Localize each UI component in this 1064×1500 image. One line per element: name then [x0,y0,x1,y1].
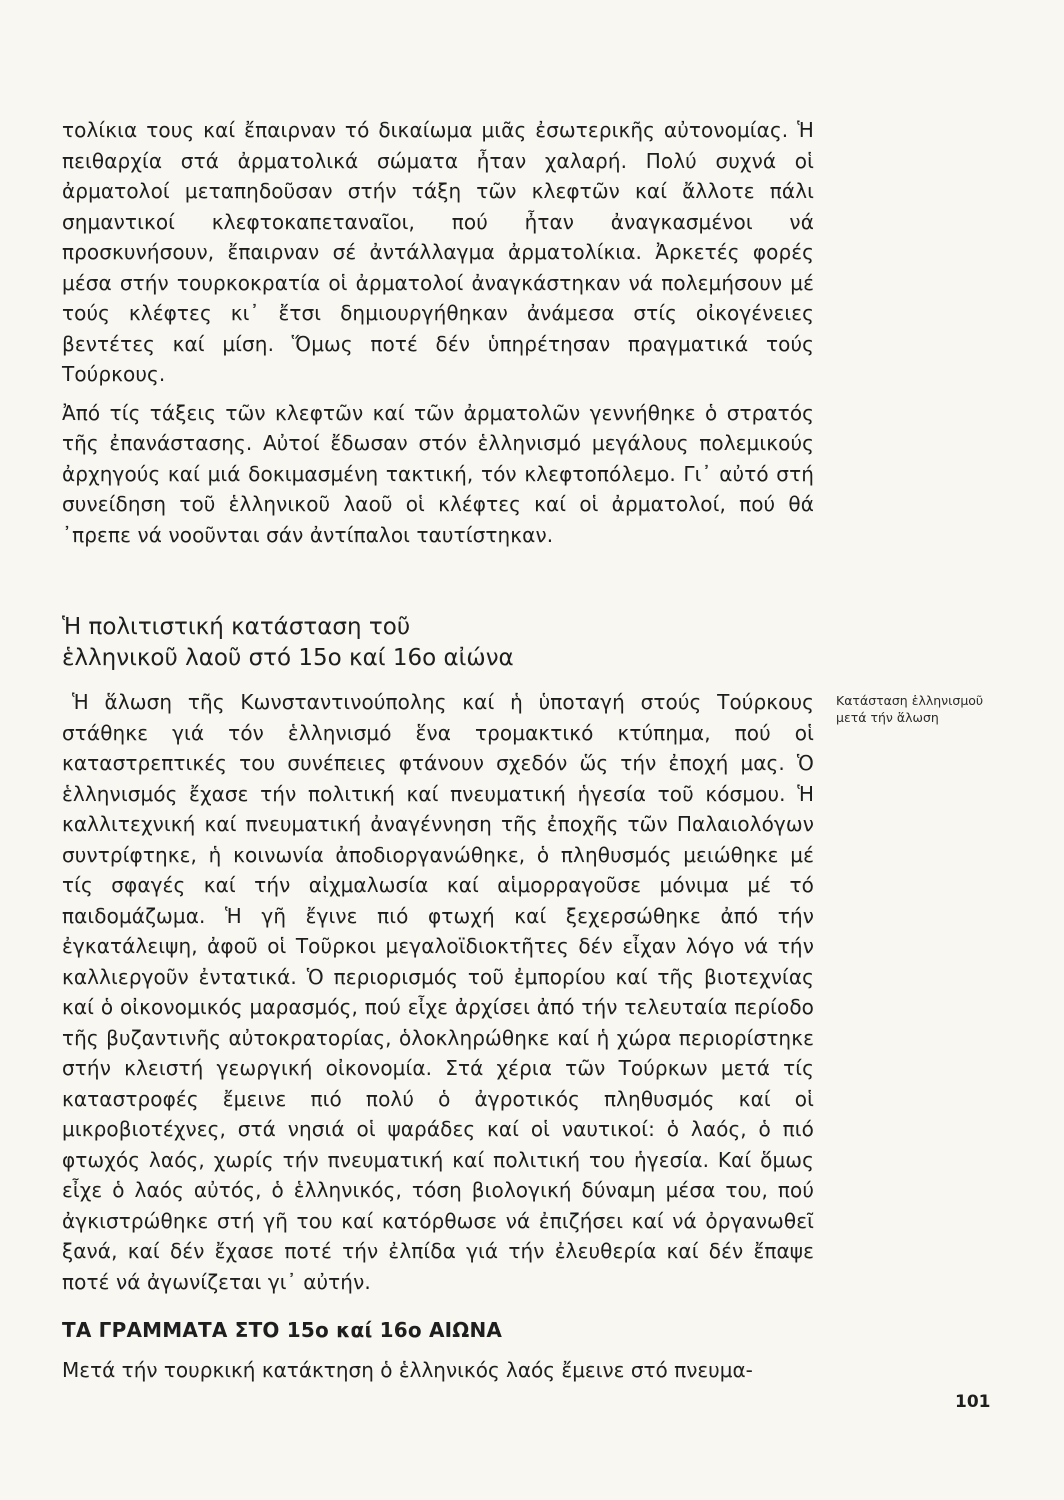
body-paragraph: Ἡ ἅλωση τῆς Κωνσταντινούπολης καί ἡ ὑποταγή στούς Τούρκους στάθηκε γιά τόν ἑλληνισμό ἕνα τρομακτικό κτύπημα, πού οἱ καταστρεπτικές του συνέπειες φτάνουν σχεδόν ὥς τήν ἐποχή μας. Ὁ ἑλληνισμός ἔχασε τήν πολιτική καί πνευματική ἡγεσία τοῦ κόσμου. Ἡ καλλιτεχνική καί πνευματική ἀναγέννηση τῆς ἐποχῆς τῶν Παλαιολόγων συντρίφτηκε, ἡ κοινωνία ἀποδιοργανώθηκε, ὁ πληθυσμός μειώθηκε μέ τίς σφαγές καί τήν αἰχμαλωσία καί αἱμορραγοῦσε μόνιμα μέ τό παιδομάζωμα. Ἡ γῆ ἔγινε πιό φτωχή καί ξεχερσώθηκε ἀπό τήν ἐγκατάλειψη, ἀφοῦ οἱ Τοῦρκοι μεγαλοϊδιοκτῆτες δέν εἶχαν λόγο νά τήν καλλιεργοῦν ἐντατικά. Ὁ περιορισμός τοῦ ἐμπορίου καί τῆς βιοτεχνίας καί ὁ οἰκονομικός μαρασμός, πού εἶχε ἀρχίσει ἀπό τήν τελευταία περίοδο τῆς βυζαντινῆς αὐτοκρατορίας, ὁλοκληρώθηκε καί ἡ χώρα περιορίστηκε στήν κλειστή γεωργική οἰκονομία. Στά χέρια τῶν Τούρκων μετά τίς καταστροφές ἔμεινε πιό πολύ ὁ ἀγροτικός πληθυσμός καί οἱ μικροβιοτέχνες, στά νησιά οἱ ψαράδες καί οἱ ναυτικοί: ὁ λαός, ὁ πιό φτωχός λαός, χωρίς τήν πνευματική καί πολιτική του ἡγεσία. Καί ὅμως εἶχε ὁ λαός αὐτός, ὁ ἑλληνικός, τόση βιολογική δύναμη μέσα του, πού ἀγκιστρώθηκε στή γῆ του καί κατόρθωσε νά ἐπιζήσει καί νά ὀργανωθεῖ ξανά, καί δέν ἔχασε ποτέ τήν ἐλπίδα γιά τήν ἐλευθερία καί δέν ἔπαψε ποτέ νά ἀγωνίζεται γι᾿ αὐτήν. [62,690,814,1294]
section-klephts-armatoloi [62,115,814,550]
page-number: 101 [955,1392,991,1412]
body-paragraph: Ἀπό τίς τάξεις τῶν κλεφτῶν καί τῶν ἀρματολῶν γεννήθηκε ὁ στρατός τῆς ἐπανάστασης. Αὐτοί ἔδωσαν στόν ἑλληνισμό μεγάλους πολεμικούς ἀρχηγούς καί μιά δοκιμασμένη τακτική, τόν κλεφτοπόλεμο. Γι᾿ αὐτό στή συνείδηση τοῦ ἑλληνικοῦ λαοῦ οἱ κλέφτες καί οἱ ἀρματολοί, πού θά ᾿πρεπε νά νοοῦνται σάν ἀντίπαλοι ταυτίστηκαν. [62,400,814,547]
section-cultural-state [62,687,814,1297]
margin-note: Κατάσταση ἑλληνισμοῦ μετά τήν ἅλωση [836,693,984,725]
section-title-line1: Ἡ πολιτιστική κατάσταση τοῦ [62,614,411,640]
chapter-subheading: ΤΑ ΓΡΑΜΜΑΤΑ ΣΤΟ 15ο καί 16ο ΑΙΩΝΑ [62,1318,503,1342]
section-heading [62,612,762,674]
body-paragraph: Μετά τήν τουρκική κατάκτηση ὁ ἑλληνικός λαός ἔμεινε στό πνευμα- [62,1358,753,1382]
section-title-line2: ἑλληνικοῦ λαοῦ στό 15ο καί 16ο αἰώνα [62,645,514,671]
body-paragraph: τολίκια τους καί ἔπαιρναν τό δικαίωμα μιᾶς ἐσωτερικῆς αὐτονομίας. Ἡ πειθαρχία στά ἀρματολικά σώματα ἦταν χαλαρή. Πολύ συχνά οἱ ἀρματολοί μεταπηδοῦσαν στήν τάξη τῶν κλεφτῶν καί ἄλλοτε πάλι σημαντικοί κλεφτοκαπεταναῖοι, πού ἦταν ἀναγκασμένοι νά προσκυνήσουν, ἔπαιρναν σέ ἀντάλλαγμα ἀρματολίκια. Ἀρκετές φορές μέσα στήν τουρκοκρατία οἱ ἀρματολοί ἀναγκάστηκαν νά πολεμήσουν μέ τούς κλέφτες κι᾿ ἔτσι δημιουργήθηκαν ἀνάμεσα στίς οἰκογένειες βεντέτες καί μίση. Ὅμως ποτέ δέν ὑπηρέτησαν πραγματικά τούς Τούρκους. [62,118,814,386]
